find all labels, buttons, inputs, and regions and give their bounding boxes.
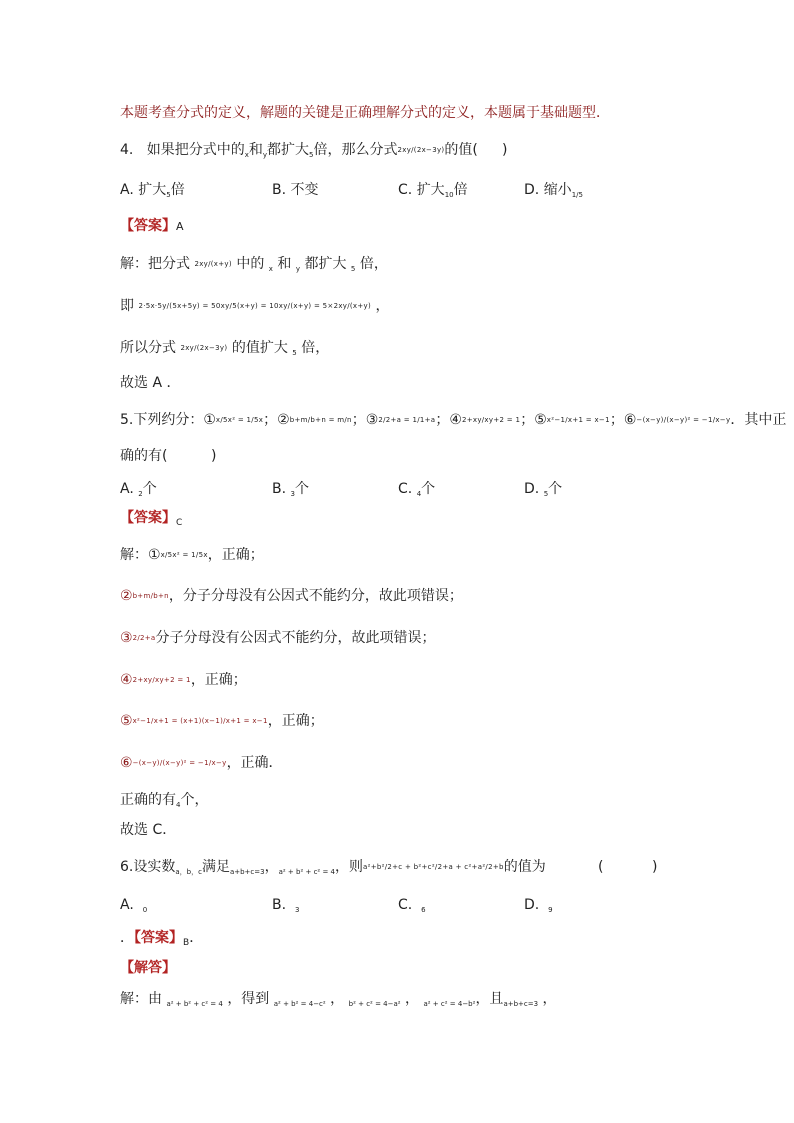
q4-option-d-label: D. bbox=[524, 182, 540, 198]
q5-option-a-sub: 2 bbox=[138, 490, 143, 498]
q6-stem bbox=[120, 857, 546, 882]
q6-cond2: a² + b² + c² = 4 bbox=[278, 868, 335, 876]
q5-stem-a: 5.下列约分：① bbox=[120, 412, 216, 428]
q6-answer-label: 【答案】 bbox=[134, 930, 183, 946]
q4-sol1-y: y bbox=[295, 265, 300, 273]
q4-option-c-sub: 10 bbox=[444, 191, 454, 199]
q6-option-b-label: B. bbox=[272, 897, 287, 913]
q5-sol2-formula: b+m/b+n bbox=[132, 592, 169, 600]
q6-paren-open: ( bbox=[598, 859, 604, 875]
q6-answer-post: ． bbox=[189, 930, 204, 946]
q5-sol7-a: 正确的有 bbox=[120, 792, 176, 808]
q4-sol1-k: 5 bbox=[350, 265, 356, 273]
q6-answer-value: B bbox=[183, 938, 190, 948]
q4-var-x: x bbox=[244, 151, 249, 159]
q5-option-a-text: 个 bbox=[142, 481, 157, 497]
q4-sol3-b: 的值扩大 bbox=[231, 340, 288, 356]
q5-option-d-sub: 5 bbox=[543, 490, 549, 498]
q4-sol1-c: 和 bbox=[277, 256, 292, 272]
q5-formula-1: x/5x² = 1/5x bbox=[215, 416, 264, 424]
q6-option-d-label: D. bbox=[524, 897, 540, 913]
q4-expression: 2xy/(2x−3y) bbox=[397, 146, 445, 154]
q6-sol-e3: a² + c² = 4−b² bbox=[423, 1000, 476, 1008]
q4-option-a-text: 扩大 bbox=[138, 182, 167, 198]
q5-sol6-formula: −(x−y)/(x−y)² = −1/x−y bbox=[132, 759, 227, 767]
q4-stem-a: 如果把分式中的 bbox=[146, 142, 245, 158]
q5-sol6-a: ⑥ bbox=[120, 755, 133, 771]
q6-option-c bbox=[398, 895, 426, 920]
q5-option-b-sub: 3 bbox=[290, 490, 295, 498]
q5-sep-5: ；⑤ bbox=[520, 412, 547, 428]
q5-option-c-label: C. bbox=[398, 481, 413, 497]
q6-sol-c: ， bbox=[330, 991, 345, 1007]
q5-sol2-a: ② bbox=[120, 588, 133, 604]
q5-sol1-formula: x/5x² = 1/5x bbox=[160, 551, 208, 559]
q5-stem-c: 确的有( bbox=[120, 448, 168, 464]
q5-solution-4 bbox=[120, 670, 247, 690]
q4-option-b-text: 不变 bbox=[290, 182, 319, 198]
q4-option-c-text-b: 倍 bbox=[453, 182, 468, 198]
q5-option-a-label: A. bbox=[120, 481, 134, 497]
q5-solution-8: 故选 C． bbox=[120, 822, 177, 838]
q6-option-d bbox=[524, 895, 553, 920]
q5-answer-value: C bbox=[176, 518, 183, 528]
q5-stem bbox=[120, 410, 786, 430]
q4-sol3-expr: 2xy/(2x−3y) bbox=[180, 344, 228, 352]
q5-sol7-b: 个， bbox=[180, 792, 209, 808]
q4-solution-1 bbox=[120, 254, 388, 279]
q5-formula-2: b+m/b+n = m/n bbox=[289, 416, 352, 424]
q4-and: 和 bbox=[248, 142, 263, 158]
q6-option-c-label: C. bbox=[398, 897, 413, 913]
q4-option-d-text: 缩小 bbox=[543, 182, 572, 198]
q5-sol3-formula: 2/2+a bbox=[132, 634, 156, 642]
q5-option-b-label: B. bbox=[272, 481, 287, 497]
q5-sep-3: ；③ bbox=[351, 412, 379, 428]
q6-option-b-value: 3 bbox=[294, 906, 300, 914]
q5-answer bbox=[120, 508, 182, 533]
q5-solution-5 bbox=[120, 711, 324, 731]
q5-sol4-a: ④ bbox=[120, 672, 133, 688]
q6-sol-b: ，得到 bbox=[227, 991, 270, 1007]
q6-sol-e4: a+b+c=3 bbox=[503, 1000, 539, 1008]
q4-sol3-c: 倍， bbox=[301, 340, 330, 356]
q4-option-a bbox=[120, 180, 185, 205]
q6-answer bbox=[120, 928, 203, 953]
q5-sol3-b: 分子分母没有公因式不能约分，故此项错误； bbox=[155, 630, 436, 646]
q5-option-c-sub: 4 bbox=[416, 490, 422, 498]
q5-paren-close: ) bbox=[211, 448, 217, 464]
q4-option-c-text: 扩大 bbox=[416, 182, 445, 198]
q4-sol2-expr: 2·5x·5y/(5x+5y) = 50xy/5(x+y) = 10xy/(x+y) = 5×2xy/(x+y) bbox=[138, 302, 371, 310]
q4-sol3-k: 5 bbox=[292, 349, 297, 357]
q5-sol1-b: ，正确； bbox=[207, 547, 264, 563]
intro-text: 本题考查分式的定义，解题的关键是正确理解分式的定义，本题属于基础题型． bbox=[120, 105, 610, 121]
q6-sep: ， bbox=[264, 859, 279, 875]
q4-sol1-b: 中的 bbox=[236, 256, 265, 272]
q4-answer-value: A bbox=[176, 220, 184, 233]
q4-option-d-sub: 1/5 bbox=[571, 191, 583, 199]
q6-sol-d: ， bbox=[405, 991, 420, 1007]
q6-option-a bbox=[120, 895, 147, 920]
q6-expression: a²+b²/2+c + b²+c²/2+a + c²+a²/2+b bbox=[363, 863, 504, 871]
q4-option-a-label: A. bbox=[120, 182, 134, 198]
q6-sol-f: ， bbox=[542, 991, 557, 1007]
q5-option-c-text: 个 bbox=[421, 481, 436, 497]
q6-stem-c: ，则 bbox=[335, 859, 363, 875]
q5-sep-6: ；⑥ bbox=[609, 412, 637, 428]
q4-sol2-b: ， bbox=[375, 298, 390, 314]
q5-stem-b: ．其中正 bbox=[730, 412, 787, 428]
q5-formula-6: −(x−y)/(x−y)² = −1/x−y bbox=[636, 416, 731, 424]
q5-option-d bbox=[524, 479, 562, 504]
q4-sol1-e: 倍， bbox=[359, 256, 388, 272]
q4-answer-label: 【答案】 bbox=[120, 218, 176, 234]
q5-sol1-a: 解：① bbox=[120, 547, 161, 563]
q4-option-b bbox=[272, 180, 319, 200]
q6-sol-e: ，且 bbox=[475, 991, 504, 1007]
q4-option-a-text-b: 倍 bbox=[170, 182, 185, 198]
q5-option-d-label: D. bbox=[524, 481, 540, 497]
q5-solution-2 bbox=[120, 586, 463, 606]
q6-paren-close: ) bbox=[652, 859, 658, 875]
q5-formula-5: x²−1/x+1 = x−1 bbox=[546, 416, 610, 424]
q4-solution-3 bbox=[120, 338, 329, 363]
q6-stem-b: 满足 bbox=[201, 859, 230, 875]
q4-sol2-a: 即 bbox=[120, 298, 134, 314]
q6-stem-a: 6.设实数 bbox=[120, 859, 176, 875]
q5-solution-6 bbox=[120, 753, 283, 773]
q4-sol1-x: x bbox=[268, 265, 273, 273]
q5-option-b-text: 个 bbox=[294, 481, 309, 497]
q5-sol2-b: ，分子分母没有公因式不能约分，故此项错误； bbox=[168, 588, 463, 604]
q4-stem-c: 倍，那么分式 bbox=[313, 142, 398, 158]
q5-formula-3: 2/2+a = 1/1+a bbox=[378, 416, 436, 424]
q4-option-d bbox=[524, 180, 583, 205]
q4-option-b-label: B. bbox=[272, 182, 287, 198]
q6-option-d-value: 9 bbox=[548, 906, 553, 914]
q4-answer bbox=[120, 216, 184, 237]
q6-option-a-label: A. bbox=[120, 897, 134, 913]
q5-formula-4: 2+xy/xy+2 = 1 bbox=[461, 416, 521, 424]
q4-var-y: y bbox=[262, 151, 268, 159]
q5-solution-7 bbox=[120, 790, 208, 815]
q6-answer-pre: ． bbox=[120, 930, 134, 946]
q5-sol5-a: ⑤ bbox=[120, 713, 133, 729]
q5-sol5-b: ，正确； bbox=[267, 713, 324, 729]
q6-sol-e1: a² + b² = 4−c² bbox=[273, 1000, 326, 1008]
q5-solution-1 bbox=[120, 545, 264, 565]
q4-stem-b: 都扩大 bbox=[267, 142, 310, 158]
q6-sol-e2: b² + c² = 4−a² bbox=[348, 1000, 401, 1008]
q5-stem-2 bbox=[120, 446, 167, 466]
q6-option-c-value: 6 bbox=[421, 906, 426, 914]
q5-sol5-formula: x²−1/x+1 = (x+1)(x−1)/x+1 = x−1 bbox=[132, 717, 268, 725]
q4-option-c-label: C. bbox=[398, 182, 413, 198]
q5-sol6-b: ，正确． bbox=[226, 755, 283, 771]
q6-solution-1 bbox=[120, 989, 557, 1014]
q4-solution-2 bbox=[120, 296, 389, 316]
q5-sol7-n: 4 bbox=[176, 801, 181, 809]
q6-option-b bbox=[272, 895, 299, 920]
q5-solution-3 bbox=[120, 628, 435, 648]
q5-option-c bbox=[398, 479, 435, 504]
q4-number: 4. bbox=[120, 142, 134, 158]
q6-vars: a，b，c bbox=[175, 868, 202, 876]
q4-sol1-a: 解：把分式 bbox=[120, 256, 190, 272]
q4-paren-close: ) bbox=[502, 142, 508, 158]
q6-jieda bbox=[120, 958, 176, 978]
q4-option-a-sub: 5 bbox=[166, 191, 171, 199]
q4-stem-d: 的值( bbox=[444, 142, 478, 158]
q4-sol1-d: 都扩大 bbox=[304, 256, 347, 272]
q5-option-d-text: 个 bbox=[548, 481, 563, 497]
q6-option-a-value: 0 bbox=[142, 906, 148, 914]
q4-solution-4: 故选 A ． bbox=[120, 375, 181, 391]
q6-cond1: a+b+c=3 bbox=[229, 868, 265, 876]
q5-sol3-a: ③ bbox=[120, 630, 133, 646]
q4-option-c bbox=[398, 180, 468, 205]
q5-sep-4: ；④ bbox=[435, 412, 462, 428]
q4-factor: 5 bbox=[309, 151, 314, 159]
q5-sep-2: ；② bbox=[263, 412, 290, 428]
q4-stem bbox=[120, 140, 478, 165]
q6-stem-d: 的值为 bbox=[503, 859, 546, 875]
q6-sol-cond: a² + b² + c² = 4 bbox=[166, 1000, 223, 1008]
q5-sol4-b: ，正确； bbox=[190, 672, 247, 688]
q5-sol4-formula: 2+xy/xy+2 = 1 bbox=[132, 676, 191, 684]
q5-answer-label: 【答案】 bbox=[120, 510, 176, 526]
q5-option-b bbox=[272, 479, 309, 504]
q5-option-a bbox=[120, 479, 157, 504]
q4-sol1-expr: 2xy/(x+y) bbox=[194, 260, 232, 268]
q6-sol-a: 解：由 bbox=[120, 991, 162, 1007]
q6-jieda-label: 【解答】 bbox=[120, 960, 176, 976]
q4-sol3-a: 所以分式 bbox=[120, 340, 176, 356]
